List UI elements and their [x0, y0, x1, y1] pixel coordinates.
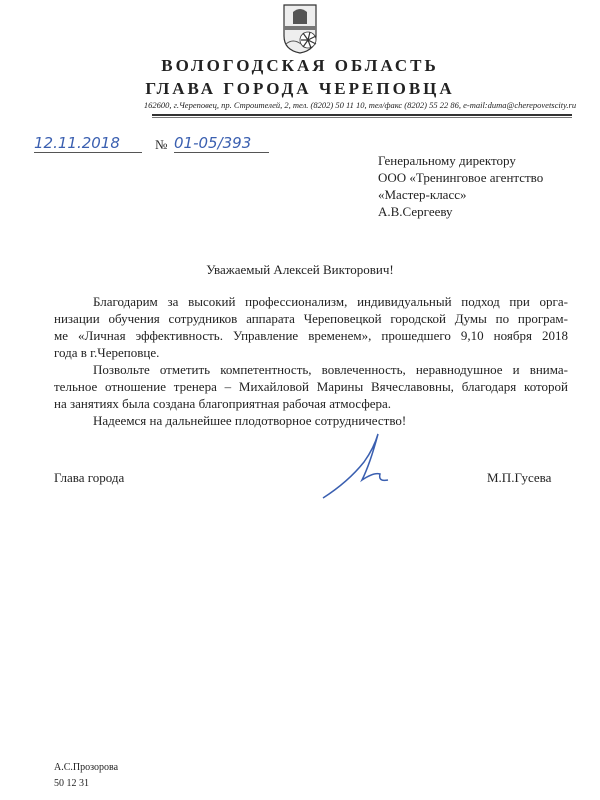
signatory-position: Глава города: [54, 470, 125, 485]
recipient-line: А.В.Сергееву: [378, 204, 453, 219]
body-line: Позвольте отметить компетентность, вовлеченность, неравнодушное и внима-: [93, 362, 568, 377]
registration-date: 12.11.2018: [34, 134, 142, 153]
header-rule: [152, 114, 572, 116]
body-line: на занятиях была создана благоприятная рабочая атмосфера.: [54, 396, 392, 411]
header-rule-thin: [152, 117, 572, 118]
header-address: 162600, г.Череповец, пр. Строителей, 2, тел. (8202) 50 11 10, тел/факс (8202) 55 22 86, e-mail:duma@cherepovetscity.ru: [143, 100, 577, 110]
signatory-name: М.П.Гусева: [487, 470, 552, 485]
body-line: Благодарим за высокий профессионализм, индивидуальный подход при орга-: [93, 294, 568, 309]
recipient-line: «Мастер-класс»: [378, 187, 467, 202]
body-line: года в г.Череповце.: [54, 345, 160, 360]
handwritten-signature: [318, 432, 398, 502]
executor-name: А.С.Прозорова: [54, 762, 119, 773]
greeting: Уважаемый Алексей Викторович!: [206, 262, 394, 277]
header-office: ГЛАВА ГОРОДА ЧЕРЕПОВЦА: [145, 79, 455, 98]
registration-number: 01-05/393: [174, 134, 269, 153]
body-line: Надеемся на дальнейшее плодотворное сотрудничество!: [93, 413, 407, 428]
body-line: низации обучения сотрудников аппарата Череповецкой городской Думы по програм-: [54, 311, 568, 326]
recipient-line: Генеральному директору: [378, 153, 516, 168]
body-line: ме «Личная эффективность. Управление временем», прошедшего 9,10 ноября 2018: [54, 328, 568, 343]
number-label: №: [155, 137, 168, 152]
recipient-line: ООО «Тренинговое агентство: [378, 170, 544, 185]
header-region: ВОЛОГОДСКАЯ ОБЛАСТЬ: [161, 56, 439, 75]
executor-phone: 50 12 31: [54, 778, 89, 789]
coat-of-arms-emblem: [283, 4, 317, 54]
body-line: тельное отношение тренера – Михайловой Марины Вячеславовны, благодаря которой: [54, 379, 568, 394]
